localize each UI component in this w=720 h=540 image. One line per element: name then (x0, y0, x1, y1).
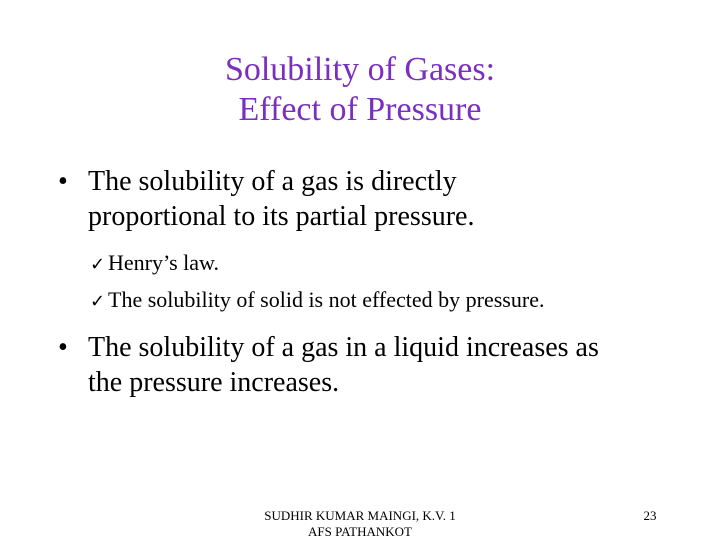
checkmark-icon: ✓ (90, 254, 106, 275)
title-line-1: Solubility of Gases: (224, 51, 496, 88)
sub-item-1 (90, 250, 700, 278)
footer-line-2: AFS PATHANKOT (308, 524, 412, 539)
sub-item-2 (90, 287, 700, 315)
slide-footer (240, 508, 480, 540)
title-line-2: Effect of Pressure (238, 91, 482, 128)
footer-line-1: SUDHIR KUMAR MAINGI, K.V. 1 (264, 508, 456, 523)
bullet-1-line-2: proportional to its partial pressure. (88, 201, 475, 232)
bullet-dot: • (58, 166, 68, 197)
bullet-dot: • (58, 332, 68, 363)
sub-item-1-text: Henry’s law. (108, 250, 219, 275)
checkmark-icon: ✓ (90, 291, 106, 312)
bullet-2-line-2: the pressure increases. (88, 367, 340, 398)
page-number: 23 (643, 508, 657, 523)
slide-title (80, 50, 640, 130)
bullet-1-line-1: The solubility of a gas is directly (88, 166, 457, 197)
sub-item-2-text: The solubility of solid is not effected by pressure. (108, 287, 545, 312)
bullet-item-1 (58, 164, 698, 234)
bullet-2-line-1: The solubility of a gas in a liquid increases as (88, 332, 599, 363)
bullet-item-2 (58, 330, 698, 400)
